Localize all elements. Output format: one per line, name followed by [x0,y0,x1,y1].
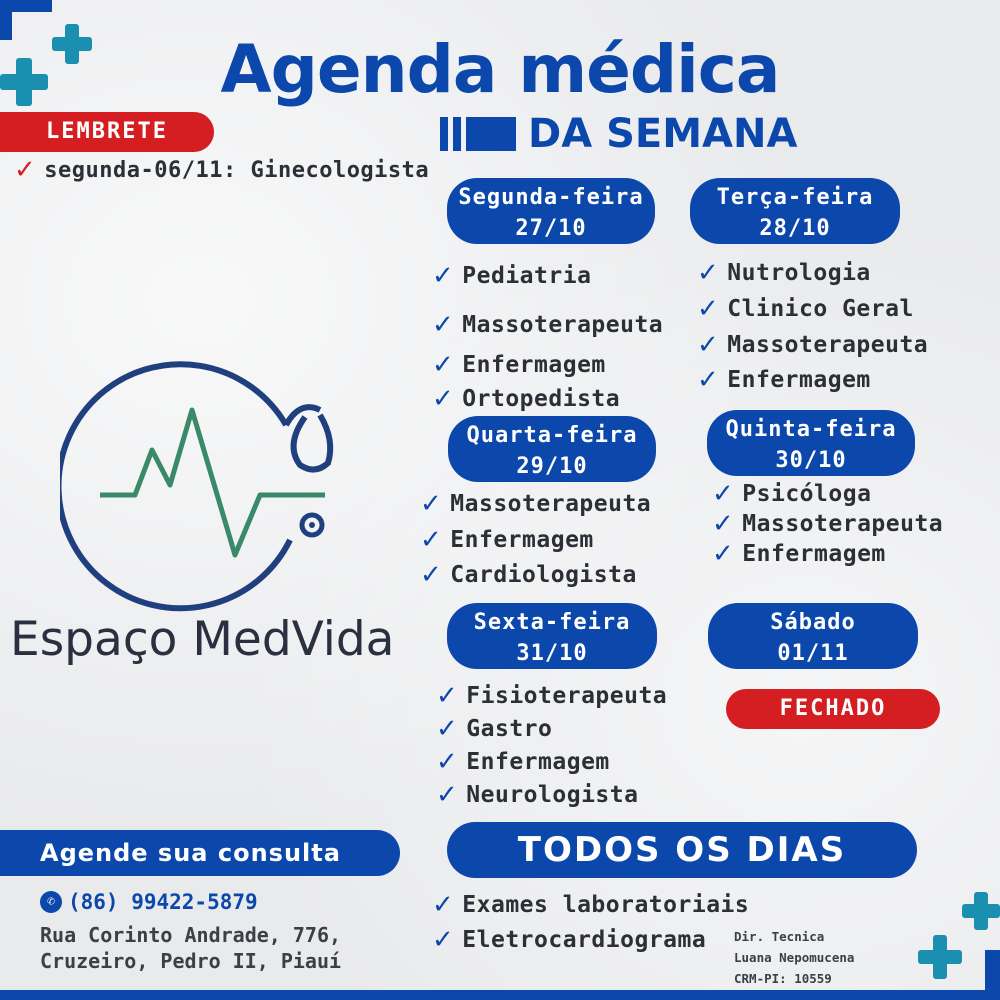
bottom-bar [0,990,1000,1000]
list-item: Enfermagem [727,367,871,393]
list-item: Clinico Geral [727,296,914,322]
list-item: Fisioterapeuta [466,683,668,709]
day-saturday: Sábado 01/11 [708,603,918,669]
reminder-line [14,155,429,185]
list-item: Eletrocardiograma [462,927,707,953]
list-item: Psicóloga [742,481,872,507]
phone-line[interactable] [40,890,258,914]
check-icon: ✓ [14,155,37,185]
plus-icon [962,892,1000,930]
list-item: Gastro [466,716,553,742]
logo-name: Espaço MedVida [10,612,395,667]
list-item: Nutrologia [727,260,871,286]
list-item: Enfermagem [466,748,610,775]
page-title: Agenda médica [220,31,780,108]
list-item: Enfermagem [450,527,594,553]
list-item: Enfermagem [742,541,886,567]
plus-icon [0,58,48,106]
day-friday: Sexta-feira 31/10 [447,603,657,669]
plus-icon [52,24,92,64]
list-item: Ortopedista [462,386,621,412]
list-wednesday: ✓ Massoterapeuta ✓ Enfermagem ✓ Cardiologista [420,489,652,590]
page-subtitle [440,108,797,160]
list-item: Massoterapeuta [450,491,652,517]
closed-badge: FECHADO [726,689,940,729]
tech-line-1: Dir. Tecnica [734,929,825,944]
list-tuesday: ✓ Nutrologia ✓ Clinico Geral ✓ Massoterapeuta ✓ Enfermagem [697,258,929,395]
list-monday: ✓ Pediatria ✓ Massoterapeuta ✓ Enfermagem ✓ Ortopedista [432,261,664,414]
list-item: Neurologista [466,781,639,808]
reminder-label: LEMBRETE [46,119,168,144]
corner-bar-left [0,0,12,40]
list-item: Massoterapeuta [727,332,929,358]
bars-decoration [440,117,516,151]
day-tuesday: Terça-feira 28/10 [690,178,900,244]
tech-line-2: Luana Nepomucena [734,950,855,965]
day-thursday: Quinta-feira 30/10 [707,410,915,476]
heartbeat-stethoscope-icon [60,355,350,615]
list-item: Cardiologista [450,562,637,588]
list-everyday: ✓ Exames laboratoriais ✓ Eletrocardiograma [432,890,750,955]
list-friday: ✓ Fisioterapeuta ✓ Gastro ✓ Enfermagem ✓ Neurologista [436,681,668,810]
list-item: Massoterapeuta [742,511,944,537]
booking-banner: Agende sua consulta [0,830,400,876]
list-item: Massoterapeuta [462,312,664,338]
address-line-2: Cruzeiro, Pedro II, Piauí [40,949,342,973]
phone-number: (86) 99422-5879 [68,890,258,914]
reminder-badge [0,112,214,152]
tech-line-3: CRM-PI: 10559 [734,971,832,986]
subtitle-text: DA SEMANA [528,111,798,157]
technical-director [734,926,854,989]
list-thursday: ✓ Psicóloga ✓ Massoterapeuta ✓ Enfermagem [712,479,944,569]
reminder-text: segunda-06/11: Ginecologista [44,157,430,183]
address [40,922,341,974]
list-item: Exames laboratoriais [462,892,750,918]
everyday-banner: TODOS OS DIAS [447,822,917,878]
day-monday: Segunda-feira 27/10 [447,178,655,244]
list-item: Pediatria [462,263,592,289]
address-line-1: Rua Corinto Andrade, 776, [40,923,342,947]
day-wednesday: Quarta-feira 29/10 [448,416,656,482]
whatsapp-icon: ✆ [40,891,62,913]
list-item: Enfermagem [462,352,606,378]
plus-icon [918,935,962,979]
